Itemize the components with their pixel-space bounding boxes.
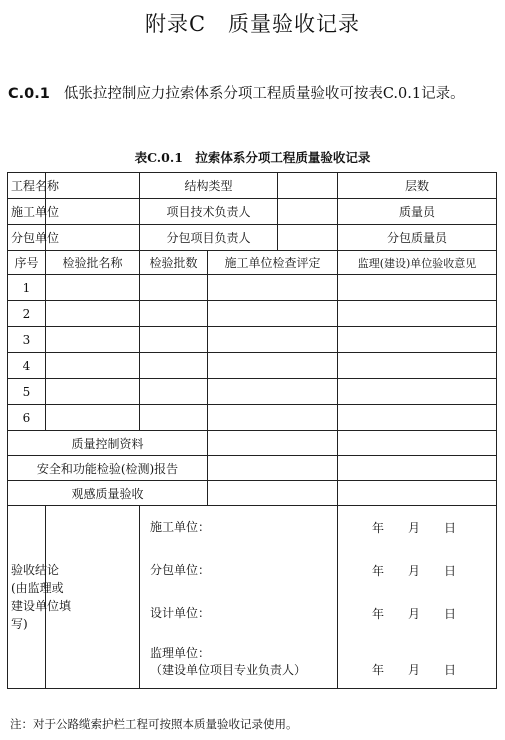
batch-name-cell[interactable] xyxy=(46,405,140,431)
structure-type-value[interactable] xyxy=(278,173,338,199)
conclusion-label-text: 验收结论(由监理或建设单位填写) xyxy=(11,563,72,631)
signoff-row xyxy=(8,506,497,550)
subcontractor-signoff-date: 年 月 日 xyxy=(338,549,497,592)
table-row xyxy=(8,379,497,405)
supervisor-opinion-cell[interactable] xyxy=(338,405,497,431)
acceptance-record-table xyxy=(7,172,497,689)
col-header-contractor-check: 施工单位检查评定 xyxy=(208,251,338,275)
footnote: 注：对于公路缆索护栏工程可按照本质量验收记录使用。 xyxy=(10,717,298,731)
batch-count-cell[interactable] xyxy=(140,405,208,431)
column-header-row xyxy=(8,251,497,275)
report-contractor-cell[interactable] xyxy=(208,481,338,506)
batch-name-cell[interactable] xyxy=(46,379,140,405)
supervisor-opinion-cell[interactable] xyxy=(338,379,497,405)
appearance-quality-label: 观感质量验收 xyxy=(8,481,208,506)
batch-name-cell[interactable] xyxy=(46,353,140,379)
contractor-check-cell[interactable] xyxy=(208,301,338,327)
contractor-value[interactable] xyxy=(46,199,140,225)
header-row xyxy=(8,225,497,251)
batch-count-cell[interactable] xyxy=(140,275,208,301)
quality-control-docs-label: 质量控制资料 xyxy=(8,431,208,456)
floors-label: 层数 xyxy=(338,173,497,199)
batch-name-cell[interactable] xyxy=(46,301,140,327)
header-row xyxy=(8,173,497,199)
contractor-check-cell[interactable] xyxy=(208,327,338,353)
supervisor-signoff-label: 监理单位： （建设单位项目专业负责人） xyxy=(140,635,338,689)
technical-lead-value[interactable] xyxy=(278,199,338,225)
clause-text: 低张拉控制应力拉索体系分项工程质量验收可按表C.0.1记录。 xyxy=(63,86,465,102)
safety-function-report-label: 安全和功能检验(检测)报告 xyxy=(8,456,208,481)
contractor-signoff-label: 施工单位： xyxy=(140,506,338,550)
report-supervisor-cell[interactable] xyxy=(338,481,497,506)
sub-project-lead-label: 分包项目负责人 xyxy=(140,225,278,251)
col-header-batch-count: 检验批数 xyxy=(140,251,208,275)
clause-c01 xyxy=(8,80,498,108)
project-name-label: 工程名称 xyxy=(8,173,46,199)
row-number: 6 xyxy=(8,405,46,431)
table-row xyxy=(8,275,497,301)
sub-quality-officer-label: 分包质量员 xyxy=(338,225,497,251)
report-row xyxy=(8,431,497,456)
supervisor-opinion-cell[interactable] xyxy=(338,275,497,301)
batch-count-cell[interactable] xyxy=(140,353,208,379)
batch-name-cell[interactable] xyxy=(46,327,140,353)
report-supervisor-cell[interactable] xyxy=(338,431,497,456)
row-number: 5 xyxy=(8,379,46,405)
design-signoff-date: 年 月 日 xyxy=(338,592,497,635)
design-signoff-label: 设计单位： xyxy=(140,592,338,635)
subcontractor-signoff-label: 分包单位： xyxy=(140,549,338,592)
technical-lead-label: 项目技术负责人 xyxy=(140,199,278,225)
row-number: 1 xyxy=(8,275,46,301)
clause-number: C.0.1 xyxy=(8,86,50,102)
quality-officer-label: 质量员 xyxy=(338,199,497,225)
report-supervisor-cell[interactable] xyxy=(338,456,497,481)
batch-count-cell[interactable] xyxy=(140,379,208,405)
header-row xyxy=(8,199,497,225)
subcontractor-label: 分包单位 xyxy=(8,225,46,251)
subcontractor-value[interactable] xyxy=(46,225,140,251)
table-row xyxy=(8,301,497,327)
report-row xyxy=(8,456,497,481)
table-row xyxy=(8,353,497,379)
contractor-check-cell[interactable] xyxy=(208,405,338,431)
appendix-title: 附录C 质量验收记录 xyxy=(144,12,361,36)
row-number: 3 xyxy=(8,327,46,353)
report-row xyxy=(8,481,497,506)
table-row xyxy=(8,327,497,353)
table-row xyxy=(8,405,497,431)
contractor-check-cell[interactable] xyxy=(208,275,338,301)
supervisor-opinion-cell[interactable] xyxy=(338,301,497,327)
sub-project-lead-value[interactable] xyxy=(278,225,338,251)
row-number: 4 xyxy=(8,353,46,379)
table-title: 表C.0.1 拉索体系分项工程质量验收记录 xyxy=(134,150,371,165)
col-header-no: 序号 xyxy=(8,251,46,275)
row-number: 2 xyxy=(8,301,46,327)
contractor-label: 施工单位 xyxy=(8,199,46,225)
conclusion-label xyxy=(8,506,72,689)
project-name-value[interactable] xyxy=(46,173,140,199)
batch-name-cell[interactable] xyxy=(46,275,140,301)
supervisor-signoff-date: 年 月 日 xyxy=(338,635,497,689)
report-contractor-cell[interactable] xyxy=(208,456,338,481)
contractor-check-cell[interactable] xyxy=(208,353,338,379)
contractor-check-cell[interactable] xyxy=(208,379,338,405)
batch-count-cell[interactable] xyxy=(140,301,208,327)
col-header-batch-name: 检验批名称 xyxy=(46,251,140,275)
batch-count-cell[interactable] xyxy=(140,327,208,353)
report-contractor-cell[interactable] xyxy=(208,431,338,456)
contractor-signoff-date: 年 月 日 xyxy=(338,506,497,550)
supervisor-opinion-cell[interactable] xyxy=(338,327,497,353)
structure-type-label: 结构类型 xyxy=(140,173,278,199)
supervisor-opinion-cell[interactable] xyxy=(338,353,497,379)
col-header-supervisor-opinion: 监理(建设)单位验收意见 xyxy=(338,251,497,275)
